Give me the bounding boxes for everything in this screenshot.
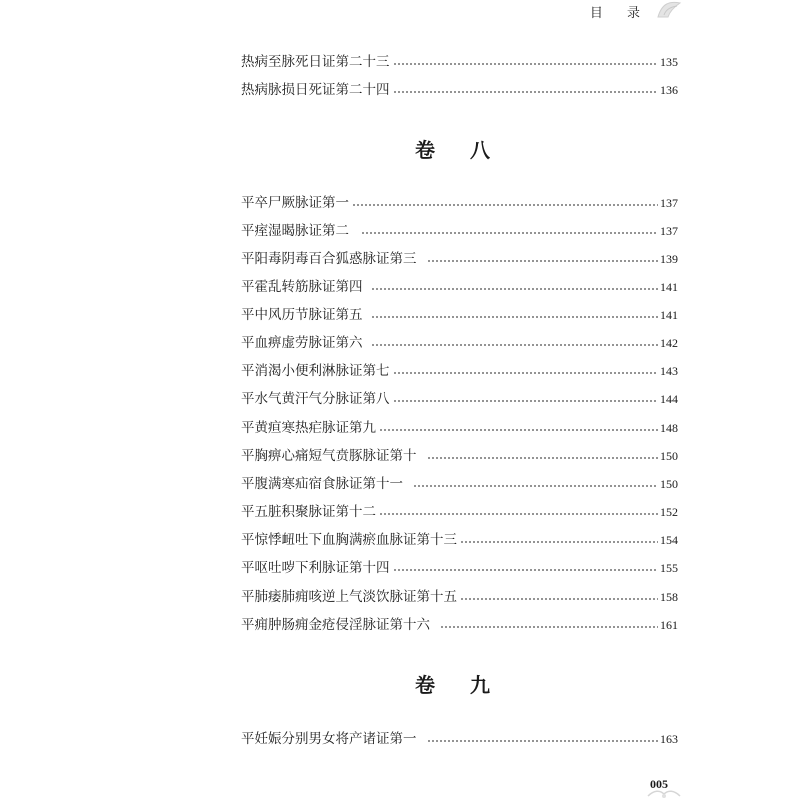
toc-entry-title: 平消渴小便利淋脉证第七 xyxy=(241,363,390,379)
volume-heading: 卷 八 xyxy=(415,138,504,162)
leader-dots xyxy=(352,204,658,206)
toc-entry-page: 137 xyxy=(660,224,678,238)
leader-dots xyxy=(393,63,659,65)
toc-entry[interactable] xyxy=(241,219,678,239)
toc-entry[interactable] xyxy=(241,331,678,351)
toc-entry-page: 135 xyxy=(660,55,678,69)
leader-dots xyxy=(393,91,659,93)
toc-entry[interactable] xyxy=(241,275,678,295)
toc-entry-page: 141 xyxy=(660,280,678,294)
toc-entry-title: 平五脏积聚脉证第十二 xyxy=(241,504,376,520)
toc-entry-title: 平痓湿暍脉证第二 xyxy=(241,223,349,239)
toc-entry[interactable] xyxy=(241,613,678,633)
toc-entry-page: 161 xyxy=(660,618,678,632)
toc-entry-title: 平阳毒阴毒百合狐惑脉证第三 xyxy=(241,251,417,267)
toc-entry-title: 平黄疸寒热疟脉证第九 xyxy=(241,420,376,436)
toc-entry-title: 平胸痹心痛短气贲豚脉证第十 xyxy=(241,448,417,464)
toc-entry-title: 平卒尸厥脉证第一 xyxy=(241,195,349,211)
toc-entry-page: 154 xyxy=(660,533,678,547)
volume-heading: 卷 九 xyxy=(415,673,504,697)
toc-entry-page: 148 xyxy=(660,421,678,435)
toc-entry-page: 152 xyxy=(660,505,678,519)
leader-dots xyxy=(393,372,659,374)
toc-entry-title: 平血痹虚劳脉证第六 xyxy=(241,335,363,351)
toc-entry-title: 平呕吐哕下利脉证第十四 xyxy=(241,560,390,576)
toc-entry-title: 热病至脉死日证第二十三 xyxy=(241,54,390,70)
leader-dots xyxy=(440,626,658,628)
leader-dots xyxy=(460,598,658,600)
toc-entry-title: 平痈肿肠痈金疮侵淫脉证第十六 xyxy=(241,617,430,633)
toc-entry-page: 155 xyxy=(660,561,678,575)
toc-entry[interactable] xyxy=(241,500,678,520)
toc-entry-title: 热病脉损日死证第二十四 xyxy=(241,82,390,98)
toc-entry-title: 平肺痿肺痈咳逆上气淡饮脉证第十五 xyxy=(241,589,457,605)
toc-entry-title: 平中风历节脉证第五 xyxy=(241,307,363,323)
toc-entry[interactable] xyxy=(241,191,678,211)
leader-dots xyxy=(393,400,659,402)
toc-entry-page: 143 xyxy=(660,364,678,378)
toc-entry-page: 142 xyxy=(660,336,678,350)
leader-dots xyxy=(427,260,659,262)
toc-entry-page: 150 xyxy=(660,477,678,491)
toc-entry[interactable] xyxy=(241,472,678,492)
leader-dots xyxy=(427,740,659,742)
toc-entry-page: 136 xyxy=(660,83,678,97)
leader-dots xyxy=(379,429,658,431)
leader-dots xyxy=(413,485,658,487)
toc-entry-page: 163 xyxy=(660,732,678,746)
toc-entry[interactable] xyxy=(241,387,678,407)
leader-dots xyxy=(460,541,658,543)
page-number: 005 xyxy=(650,777,668,791)
leader-dots xyxy=(427,457,659,459)
toc-entry-page: 158 xyxy=(660,590,678,604)
toc-entry-title: 平妊娠分别男女将产诸证第一 xyxy=(241,731,417,747)
toc-entry[interactable] xyxy=(241,585,678,605)
leader-dots xyxy=(361,232,658,234)
leader-dots xyxy=(379,513,658,515)
running-header xyxy=(590,0,682,22)
toc-entry-title: 平惊悸衄吐下血胸满瘀血脉证第十三 xyxy=(241,532,457,548)
toc-entry[interactable] xyxy=(241,556,678,576)
toc-entry[interactable] xyxy=(241,528,678,548)
header-title: 目 录 xyxy=(589,5,650,21)
toc-entry[interactable] xyxy=(241,444,678,464)
toc-entry[interactable] xyxy=(241,416,678,436)
toc-entry[interactable] xyxy=(241,303,678,323)
toc-entry[interactable] xyxy=(241,247,678,267)
toc-entry[interactable] xyxy=(241,727,678,747)
toc-entry-page: 141 xyxy=(660,308,678,322)
toc-entry-title: 平水气黄汗气分脉证第八 xyxy=(241,391,390,407)
toc-entry-page: 137 xyxy=(660,196,678,210)
leader-dots xyxy=(371,316,659,318)
leader-dots xyxy=(371,288,659,290)
toc-entry-title: 平腹满寒疝宿食脉证第十一 xyxy=(241,476,403,492)
toc-entry-title: 平霍乱转筋脉证第四 xyxy=(241,279,363,295)
toc-entry[interactable] xyxy=(241,50,678,70)
toc-entry[interactable] xyxy=(241,78,678,98)
header-ornament-icon xyxy=(656,0,682,19)
leader-dots xyxy=(371,344,659,346)
footer-ornament-icon xyxy=(646,788,682,800)
leader-dots xyxy=(393,569,659,571)
toc-entry-page: 144 xyxy=(660,392,678,406)
toc-entry-page: 139 xyxy=(660,252,678,266)
toc-entry[interactable] xyxy=(241,359,678,379)
toc-entry-page: 150 xyxy=(660,449,678,463)
